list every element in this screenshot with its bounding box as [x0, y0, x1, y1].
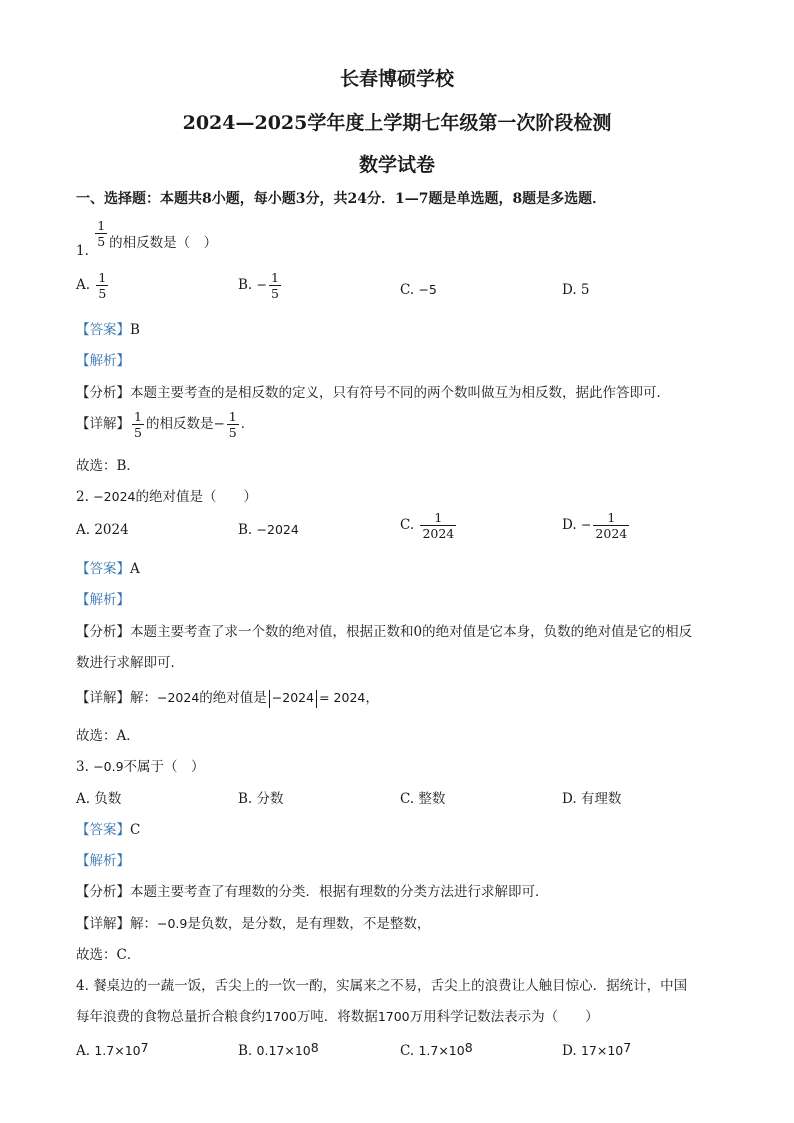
question-4: 4. 餐桌边的一蔬一饭，舌尖上的一饮一酌，实属来之不易，舌尖上的浪费让人触目惊心．据统计，中国	[76, 978, 688, 994]
answer-line: 【答案】A	[76, 561, 140, 577]
option-c[interactable]: C. $1.7\times 10^8$	[400, 1040, 473, 1059]
option-d[interactable]: D. 5	[562, 282, 590, 298]
choose-line: 故选：C．	[76, 947, 141, 963]
detail-line: 【详解】解：−0.9是负数，是分数，是有理数，不是整数，	[76, 916, 431, 932]
exam-title: 2024—2025学年度上学期七年级第一次阶段检测	[182, 112, 612, 134]
fraction: $\frac{1}{5}$	[97, 218, 106, 249]
option-b[interactable]: B. $0.17\times 10^8$	[238, 1040, 319, 1059]
fenxi-line: 【分析】本题主要考查了有理数的分类．根据有理数的分类方法进行求解即可．	[76, 884, 549, 900]
option-a[interactable]: A. 2024	[76, 522, 129, 538]
option-a[interactable]: A. $\frac{1}{5}$	[76, 270, 107, 301]
analysis-label: 【解析】	[76, 592, 130, 608]
question-stem: 的相反数是（ ）	[109, 235, 218, 251]
option-c[interactable]: C. 整数	[400, 791, 446, 807]
choose-line: 故选：A．	[76, 728, 140, 744]
question-3: 3. −0.9不属于（ ）	[76, 759, 205, 775]
option-b[interactable]: B. −2024	[238, 522, 299, 538]
option-d[interactable]: D. 有理数	[562, 791, 622, 807]
option-a[interactable]: A. $1.7\times 10^7$	[76, 1040, 149, 1059]
option-d[interactable]: D. − $\frac{1}{2024}$	[562, 510, 628, 541]
answer-line: 【答案】B	[76, 322, 140, 338]
choose-line: 故选：B．	[76, 458, 140, 474]
section-heading: 一、选择题：本题共8小题，每小题3分，共24分．1—7题是单选题，8题是多选题．	[76, 191, 607, 207]
option-a[interactable]: A. 负数	[76, 791, 122, 807]
option-c[interactable]: C. $\frac{1}{2024}$	[400, 510, 455, 541]
detail-line: 【详解】 $\frac{1}{5}$ 的相反数是− $\frac{1}{5}$ ．	[76, 409, 255, 440]
analysis-label: 【解析】	[76, 353, 130, 369]
question-number: 1.	[76, 243, 89, 259]
option-d[interactable]: D. $17\times 10^7$	[562, 1040, 632, 1059]
fenxi-line: 【分析】本题主要考查了求一个数的绝对值，根据正数和0的绝对值是它本身，负数的绝对值是它的相反	[76, 624, 693, 640]
fenxi-line: 【分析】本题主要考查的是相反数的定义，只有符号不同的两个数叫做互为相反数，据此作答即可．	[76, 385, 670, 401]
fenxi-line-2: 数进行求解即可．	[76, 655, 184, 671]
school-title: 长春博硕学校	[339, 68, 454, 90]
option-b[interactable]: B. 分数	[238, 791, 284, 807]
subject-title: 数学试卷	[358, 154, 435, 176]
answer-line: 【答案】C	[76, 822, 141, 838]
option-c[interactable]: C. −5	[400, 282, 437, 298]
question-4-line-2: 每年浪费的食物总量折合粮食约1700万吨．将数据1700万用科学记数法表示为（ ）	[76, 1009, 599, 1025]
question-2: 2. −2024的绝对值是（ ）	[76, 489, 257, 505]
analysis-label: 【解析】	[76, 853, 130, 869]
detail-line: 【详解】解：−2024的绝对值是 −2024 = 2024，	[76, 690, 379, 706]
question-1	[76, 214, 218, 259]
option-b[interactable]: B. − $\frac{1}{5}$	[238, 270, 279, 301]
